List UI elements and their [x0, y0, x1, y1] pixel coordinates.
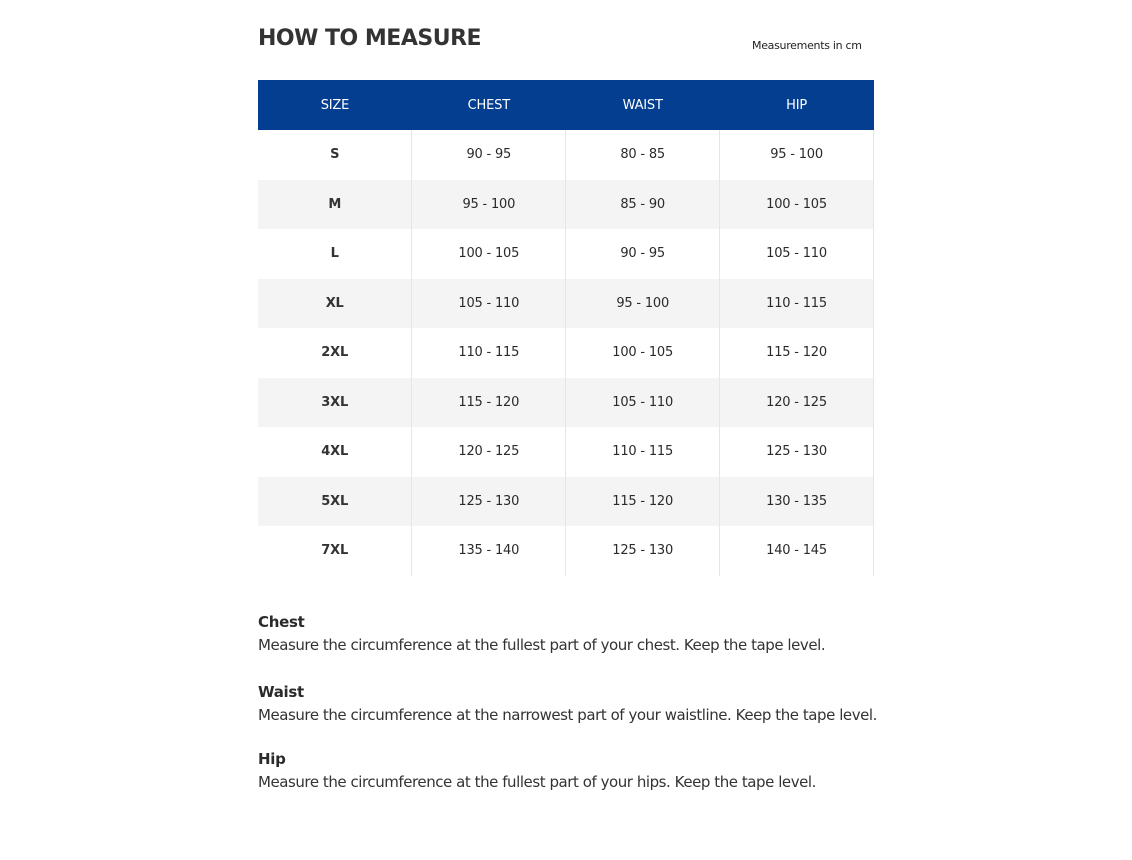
column-header-chest: CHEST	[412, 80, 566, 130]
hip-guide	[258, 748, 898, 794]
size-chart-table	[258, 80, 874, 576]
chest-guide-heading: Chest	[258, 613, 305, 631]
waist-guide-text: Measure the circumference at the narrowest part of your waistline. Keep the tape level.	[258, 706, 877, 724]
chest-cell: 115 - 120	[412, 378, 566, 428]
waist-cell: 115 - 120	[566, 477, 720, 527]
table-row	[258, 130, 874, 180]
chest-cell: 95 - 100	[412, 180, 566, 230]
waist-cell: 95 - 100	[566, 279, 720, 329]
chest-cell: 100 - 105	[412, 229, 566, 279]
waist-guide	[258, 681, 898, 727]
size-cell: S	[330, 147, 340, 163]
table-row	[258, 328, 874, 378]
waist-cell: 85 - 90	[566, 180, 720, 230]
chest-cell: 110 - 115	[412, 328, 566, 378]
size-cell: 3XL	[258, 378, 412, 428]
table-row	[258, 279, 874, 329]
column-header-hip: HIP	[720, 80, 874, 130]
hip-guide-heading: Hip	[258, 750, 286, 768]
table-row	[258, 378, 874, 428]
chest-cell: 135 - 140	[412, 526, 566, 576]
hip-cell: 115 - 120	[720, 328, 874, 378]
hip-cell: 130 - 135	[720, 477, 874, 527]
size-cell: 2XL	[321, 345, 349, 361]
table-row	[258, 229, 874, 279]
size-cell: 7XL	[321, 543, 349, 559]
size-cell: 5XL	[258, 477, 412, 527]
size-cell: 4XL	[321, 444, 349, 460]
chest-cell: 120 - 125	[412, 427, 566, 477]
units-note: Measurements in cm	[752, 39, 862, 52]
column-header-waist: WAIST	[566, 80, 720, 130]
hip-cell: 125 - 130	[720, 427, 874, 477]
chest-cell: 125 - 130	[412, 477, 566, 527]
table-row	[258, 427, 874, 477]
chest-guide	[258, 611, 898, 657]
chest-guide-text: Measure the circumference at the fullest part of your chest. Keep the tape level.	[258, 636, 826, 654]
column-header-size: SIZE	[258, 80, 412, 130]
hip-cell: 140 - 145	[720, 526, 874, 576]
table-row	[258, 526, 874, 576]
waist-cell: 125 - 130	[566, 526, 720, 576]
hip-cell: 100 - 105	[720, 180, 874, 230]
waist-guide-heading: Waist	[258, 683, 304, 701]
hip-cell: 120 - 125	[720, 378, 874, 428]
waist-cell: 80 - 85	[566, 130, 720, 180]
table-row	[258, 180, 874, 230]
size-cell: XL	[258, 279, 412, 329]
waist-cell: 90 - 95	[566, 229, 720, 279]
waist-cell: 110 - 115	[566, 427, 720, 477]
page-title: HOW TO MEASURE	[258, 26, 482, 51]
chest-cell: 105 - 110	[412, 279, 566, 329]
table-header-row	[258, 80, 874, 130]
hip-cell: 105 - 110	[720, 229, 874, 279]
waist-cell: 105 - 110	[566, 378, 720, 428]
hip-cell: 110 - 115	[720, 279, 874, 329]
waist-cell: 100 - 105	[566, 328, 720, 378]
hip-guide-text: Measure the circumference at the fullest part of your hips. Keep the tape level.	[258, 773, 816, 791]
hip-cell: 95 - 100	[720, 130, 874, 180]
size-cell: M	[258, 180, 412, 230]
table-row	[258, 477, 874, 527]
chest-cell: 90 - 95	[412, 130, 566, 180]
size-cell: L	[330, 246, 339, 262]
